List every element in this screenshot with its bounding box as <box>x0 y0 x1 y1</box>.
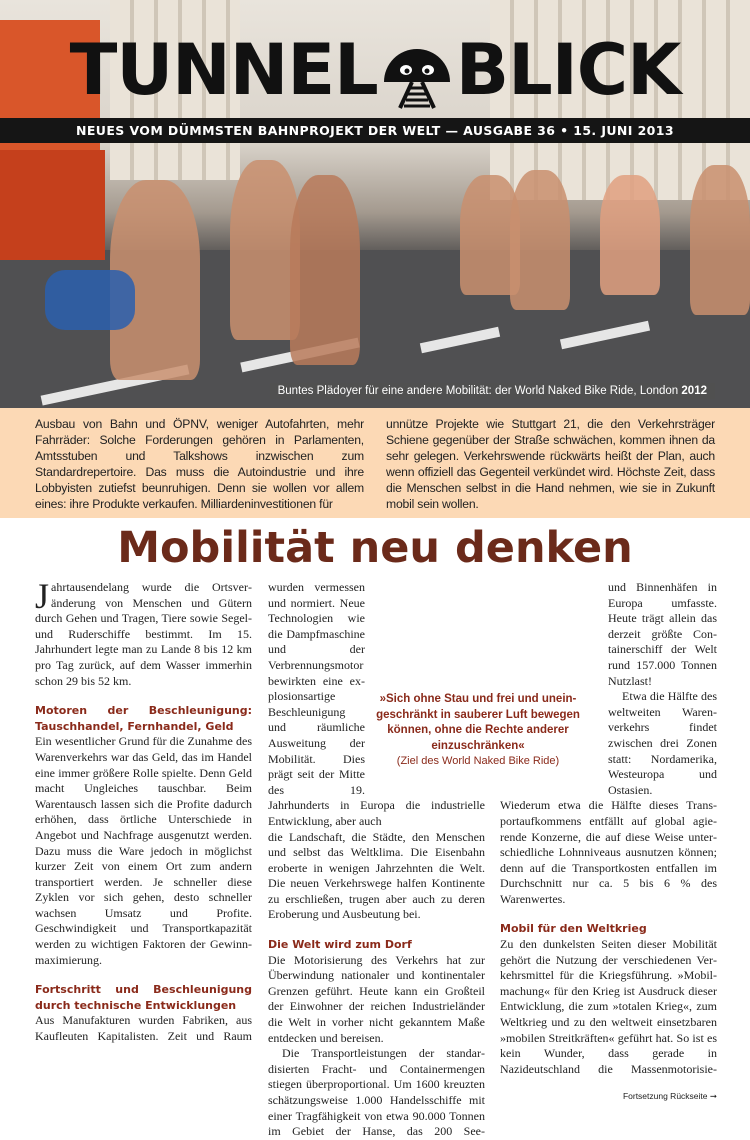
subheading: Motoren der Beschleunigung: Tauschhandel, Fernhandel, Geld <box>35 704 252 733</box>
paragraph: Ein wesentlicher Grund für die Zunahme des Warenverkehrs war das Geld, das im Handel eine immer größere Rolle spielte. Denn Geld macht Ungleiches tauschbar. Beim Warentausch lassen sich die Profite dadurch erhöhen, dass örtliche Unterschiede in Angebot und Nachfrage ausgenutzt werden. Dazu muss die Ware jedoch in möglichst kurzer Zeit von einem Ort zum andern transportiert werden. Je schneller diese Zyklen vor sich gehen, desto schneller wachsen Umsatz und Profite. Geschwindigkeit und Transportkapazität werden zu wichtigen Faktoren der Gewinnmaximierung. <box>35 734 252 967</box>
continued-link[interactable]: Fortsetzung Rückseite ➞ <box>622 1091 717 1102</box>
photo-caption <box>270 383 715 399</box>
paragraph: wurden vermessen und normiert. Neue Technologien wie die Dampfmaschine und der Verbrennungsmotor bewirkten eine explosionsartige Beschleunigung und räumliche Ausweitung der Mobilität. Dies prägt seit der Mitte des 19. Jahrhunderts in Europa die industrielle Entwicklung, aber auch <box>268 580 485 828</box>
caption-year: 2012 <box>681 385 707 397</box>
paragraph: Aus Manufakturen wurden Fabriken, aus Kaufleuten Kapitalisten. Zeit und Raum <box>35 1013 252 1044</box>
paragraph: Zu den dunkelsten Seiten dieser Mobilität gehört die Nutzung der verschiedenen Verkehrsmittel für die Kriegsführung. »Mobilmachung« für den Krieg ist Ausdruck dieser Entwicklung, die zum »totalen Krieg«, zum Weltkrieg und zu den weltweit einsetzbaren »mobilen Streitkräften« geführt hat. So ist es kein Wunder, dass gerade in Nazideutschland die Massenmotorisie- <box>500 937 717 1076</box>
paragraph: Die Motorisierung des Verkehrs hat zur Überwindung nationaler und kontinentaler Grenzen geführt. Heute kann ein Großteil der Einwohner der reichen Industrieländer die Welt in vorher nicht gekanntem Maße entdecken und bereisen. <box>268 952 485 1045</box>
paragraph: die Landschaft, die Städte, den Menschen und selbst das Weltklima. Die Eisenbahn eroberte in wenigen Jahrzehnten die Welt. Die neuen Verkehrswege halfen Kontinente zu erschließen, trugen aber auch zu deren Eroberung und Ausbeutung bei. <box>268 829 485 922</box>
article-headline: Mobilität neu denken <box>117 523 633 573</box>
subheading: Die Welt wird zum Dorf <box>268 938 412 952</box>
masthead-logo <box>40 30 710 110</box>
paragraph: Wiederum etwa die Hälfte dieses Transportaufkommens entfällt auf global agierende Konzerne, die auf diese Weise unterschiedliche Lohnniveaus ausnutzen können; denn auf die Transportkosten entfallen im Durchschnitt nur ca. 5 bis 6 % des Warenwertes. <box>500 798 717 906</box>
pull-quote-text: »Sich ohne Stau und frei und uneingeschränkt in sauberer Luft bewegen können, ohne die Rechte anderer einzuschränken« <box>376 693 580 752</box>
logo-word-right: BLICK <box>455 29 681 111</box>
tunnel-with-eyes-and-track-icon <box>382 30 452 110</box>
paragraph: Etwa die Hälfte des weltweiten Warenverkehrs findet zwischen drei Zonen statt: Nordamerika, Westeuropa und Ostasien. <box>608 689 717 797</box>
intro-and-headline <box>0 408 750 574</box>
pull-quote-slot <box>371 690 580 790</box>
intro-box <box>0 408 750 518</box>
issue-banner: NEUES VOM DÜMMSTEN BAHNPROJEKT DER WELT — AUSGABE 36 • 15. JUNI 2013 <box>0 118 750 143</box>
caption-text: Buntes Plädoyer für eine andere Mobilität: der World Naked Bike Ride, London <box>277 385 679 397</box>
intro-right: unnütze Projekte wie Stuttgart 21, die den Verkehrsträger Schiene gegenüber der Straße schwächen, kommen ihnen da sehr gelegen. Verkehrswende rückwärts heißt der Plan, auch wenn offiziell das Gegenteil verkündet wird. Höchste Zeit, dass die Menschen selbst in die Hand nehmen, wie sie in Zukunft mobil sein wollen. <box>386 417 715 511</box>
paragraph: Die Transportleistungen der standardisierten Fracht- und Containermengen stiegen überproportional. Um 1600 kreuzten schätzungsweise 1.000 Handelsschiffe mit einer Tragfähigkeit von etwa 90.000 Tonnen im Gebiet der Hanse, das 200 See- <box>268 1046 485 1139</box>
logo-word-left: TUNNEL <box>69 29 378 111</box>
column-1 <box>35 576 252 1045</box>
intro-left: Ausbau von Bahn und ÖPNV, weniger Autofahrten, mehr Fahrräder: Solche Forderungen gehören in Parlamenten, Amtsstuben und Talkshows inzwischen zum Standardrepertoire. Das muss die Autoindustrie und ihre Lobbyisten zutiefst beunruhigen. Denn sie wollen vor allem eines: ihre Produkte verkaufen. Milliardeninvestitionen für <box>35 417 364 511</box>
paragraph: ahrtausendelang wurde die Ortsveränderung von Menschen und Gütern durch Gehen und Tragen, Tiere sowie Segel- und Ruderschiffe bestimmt. Im 15. Jahrhundert legte man zu Lande 8 bis 12 km pro Tag zurück, auf dem Wasser immerhin schon 29 bis 52 km. <box>35 580 252 688</box>
paragraph: und Binnenhäfen in Europa umfasste. Heute trägt allein das derzeit größte Containerschiff der Welt rund 157.000 Tonnen Nutzlast! <box>608 580 717 688</box>
column-3 <box>500 580 717 1105</box>
subheading: Mobil für den Weltkrieg <box>500 922 647 936</box>
drop-cap: J <box>35 576 50 616</box>
subheading: Fortschritt und Beschleunigung durch technische Entwicklungen <box>35 983 252 1012</box>
pull-quote-source: (Ziel des World Naked Bike Ride) <box>396 755 560 767</box>
